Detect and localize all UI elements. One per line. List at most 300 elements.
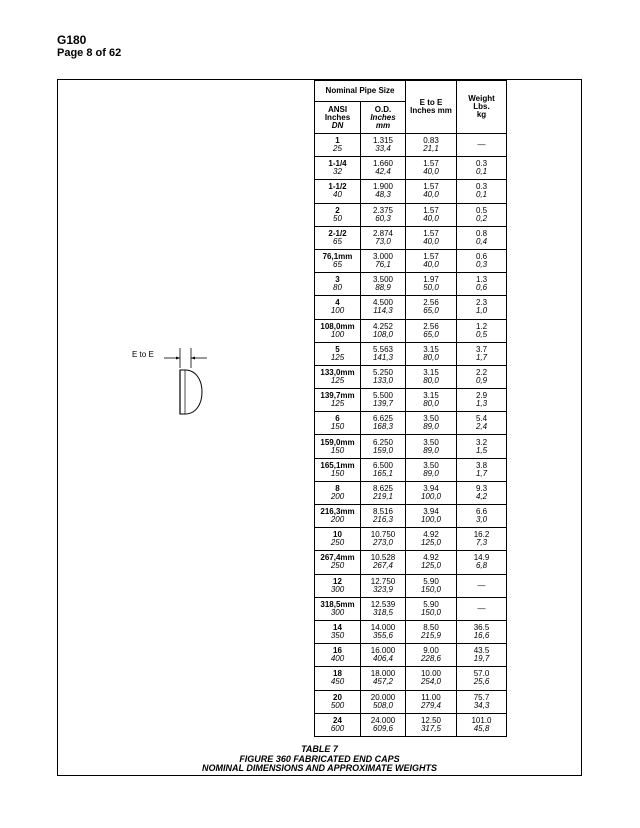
cell-value-primary: 36.5 (473, 623, 490, 633)
cell-value-metric: 350 (330, 631, 345, 641)
cell-value-primary: 139,7mm (320, 391, 355, 401)
cell-value-metric: 406,4 (372, 654, 394, 664)
cell-ete (406, 180, 457, 203)
cell-value-metric: 133,0 (372, 375, 394, 385)
cell-value-metric: 3,0 (475, 515, 488, 525)
cell-value-primary: 3.000 (372, 252, 394, 262)
cell-value-metric: 65,0 (423, 329, 439, 339)
cell-wt (457, 273, 507, 296)
cell-ete (406, 365, 457, 388)
cell-value-metric: 600 (330, 723, 345, 733)
end-cap-drawing (132, 346, 222, 426)
cell-value-primary: 2.874 (372, 228, 394, 238)
cell-value-primary: 1.57 (423, 182, 439, 192)
cell-value-primary: 1.660 (372, 159, 394, 169)
document-id: G180 (57, 33, 87, 47)
cell-od (361, 249, 406, 272)
cell-value-metric: 150 (330, 445, 345, 455)
cell-ete (406, 249, 457, 272)
cell-value-primary: — (477, 603, 486, 613)
cell-ete (406, 597, 457, 620)
cell-wt (457, 203, 507, 226)
cell-value-primary: 1.97 (423, 275, 439, 285)
cell-size (315, 273, 361, 296)
cell-value-metric: 0,1 (475, 167, 488, 177)
cell-value-metric: 80,0 (423, 352, 439, 362)
cell-od (361, 296, 406, 319)
cell-value-primary: 3.15 (423, 367, 439, 377)
cell-value-metric: 25 (333, 144, 342, 154)
cell-value-primary: 3.2 (475, 437, 488, 447)
cell-value-metric: 457,2 (372, 677, 394, 687)
cell-value-metric: 1,7 (475, 352, 488, 362)
cell-value-primary: 6.250 (372, 437, 394, 447)
cell-od (361, 203, 406, 226)
cell-value-metric: 400 (330, 654, 345, 664)
document-header (57, 34, 121, 60)
cell-size (315, 528, 361, 551)
table-row (315, 644, 507, 667)
cell-size (315, 226, 361, 249)
cell-wt (457, 597, 507, 620)
cell-value-primary: 5.90 (423, 576, 439, 586)
cell-value-primary: 0.5 (475, 205, 488, 215)
cell-wt (457, 620, 507, 643)
cell-value-primary: 3.500 (372, 275, 394, 285)
cell-value-primary: 2-1/2 (328, 228, 347, 238)
cell-od (361, 273, 406, 296)
cell-value-metric: 254,0 (420, 677, 442, 687)
cell-value-primary: 8.625 (372, 483, 394, 493)
table-row (315, 505, 507, 528)
cell-value-metric: 250 (330, 538, 345, 548)
table-row (315, 226, 507, 249)
cell-value-primary: 2.3 (475, 298, 488, 308)
cell-value-metric: 65,0 (423, 306, 439, 316)
cell-value-primary: 1.57 (423, 228, 439, 238)
cell-value-primary: 1.3 (475, 275, 488, 285)
cell-value-metric: 25,6 (473, 677, 490, 687)
cell-wt (457, 481, 507, 504)
cell-size (315, 342, 361, 365)
cell-value-metric: 7,3 (475, 538, 488, 548)
cell-value-primary: 8 (335, 483, 340, 493)
cell-value-primary: 133,0mm (320, 367, 355, 377)
cell-value-primary: 216,3mm (320, 507, 355, 517)
cell-ete (406, 620, 457, 643)
cell-value-primary: 1.57 (423, 252, 439, 262)
cell-size (315, 249, 361, 272)
cell-wt (457, 296, 507, 319)
cell-od (361, 690, 406, 713)
cell-ete (406, 505, 457, 528)
cell-value-primary: 12.539 (370, 599, 396, 609)
cell-value-metric: 168,3 (372, 422, 394, 432)
cell-value-primary: 5.90 (423, 599, 439, 609)
cell-value-primary: 1-1/4 (328, 159, 347, 169)
cell-value-primary: 0.3 (475, 159, 488, 169)
cell-od (361, 319, 406, 342)
cell-ete (406, 713, 457, 736)
cell-size (315, 505, 361, 528)
cell-od (361, 180, 406, 203)
cell-value-primary: 4.92 (423, 553, 439, 563)
cell-value-primary: — (477, 140, 486, 150)
cell-size (315, 667, 361, 690)
cell-ete (406, 458, 457, 481)
cell-value-primary: 1.57 (423, 159, 439, 169)
cell-size (315, 389, 361, 412)
cell-od (361, 574, 406, 597)
cell-wt (457, 528, 507, 551)
cell-value-primary: 4.500 (372, 298, 394, 308)
cell-value-metric: 4,2 (475, 491, 488, 501)
cell-od (361, 667, 406, 690)
cell-value-primary: 1.57 (423, 205, 439, 215)
cell-size (315, 551, 361, 574)
cell-size (315, 574, 361, 597)
cell-size (315, 620, 361, 643)
table-row (315, 713, 507, 736)
table-caption (57, 745, 582, 774)
cell-value-primary: 5.563 (372, 344, 394, 354)
cell-value-metric: 125,0 (420, 538, 442, 548)
cell-od (361, 505, 406, 528)
cell-value-primary: 20.000 (370, 692, 396, 702)
cell-value-metric: 609,6 (372, 723, 394, 733)
cell-od (361, 620, 406, 643)
cell-value-metric: 89,0 (423, 445, 439, 455)
cell-value-primary: 43.5 (473, 646, 490, 656)
cell-value-primary: 16.000 (370, 646, 396, 656)
cell-od (361, 597, 406, 620)
table-row (315, 620, 507, 643)
cell-value-primary: 18.000 (370, 669, 396, 679)
cell-value-metric: 0,6 (475, 283, 488, 293)
cell-wt (457, 365, 507, 388)
table-row (315, 597, 507, 620)
cell-od (361, 226, 406, 249)
cell-value-metric: 19,7 (473, 654, 490, 664)
cell-value-primary: 0.83 (423, 136, 439, 146)
cell-value-metric: 114,3 (373, 306, 393, 316)
caption-description: NOMINAL DIMENSIONS AND APPROXIMATE WEIGHTS (201, 763, 437, 773)
cell-wt (457, 435, 507, 458)
cell-ete (406, 389, 457, 412)
cell-value-primary: 12.750 (370, 576, 396, 586)
cell-wt (457, 389, 507, 412)
cell-value-metric: 108,0 (372, 329, 394, 339)
cell-value-primary: 3.15 (423, 391, 439, 401)
cell-value-metric: 159,0 (372, 445, 394, 455)
cell-wt (457, 551, 507, 574)
table-row (315, 365, 507, 388)
cell-value-primary: 2.375 (372, 205, 394, 215)
cell-value-primary: 10.00 (420, 669, 442, 679)
cell-od (361, 412, 406, 435)
cell-value-metric: 100,0 (420, 515, 442, 525)
cell-ete (406, 412, 457, 435)
cell-value-primary: 318,5mm (320, 599, 355, 609)
cell-value-metric: 80 (333, 283, 342, 293)
cell-value-primary: 3.94 (423, 483, 439, 493)
cell-value-primary: 5.250 (372, 367, 394, 377)
table-row (315, 296, 507, 319)
cell-ete (406, 528, 457, 551)
cell-value-metric: 165,1 (372, 468, 394, 478)
cell-value-metric: 300 (330, 607, 345, 617)
cell-size (315, 157, 361, 180)
page-number: Page 8 of 62 (57, 47, 122, 59)
cell-value-metric: 33,4 (375, 144, 391, 154)
cell-od (361, 458, 406, 481)
cell-value-primary: 6.6 (475, 507, 488, 517)
cell-od (361, 551, 406, 574)
cell-value-metric: 0,4 (475, 236, 488, 246)
table-row (315, 273, 507, 296)
cell-value-primary: 14.000 (370, 623, 396, 633)
cell-ete (406, 296, 457, 319)
table-row (315, 342, 507, 365)
cell-value-metric: 273,0 (372, 538, 394, 548)
caption-table-number: TABLE 7 (301, 744, 338, 754)
cell-value-primary: 2 (335, 205, 340, 215)
cell-value-primary: 3.8 (475, 460, 488, 470)
cell-value-primary: 1.900 (372, 182, 394, 192)
cell-value-metric: 76,1 (375, 260, 391, 270)
cell-value-metric: 88,9 (375, 283, 391, 293)
cell-wt (457, 458, 507, 481)
cell-ete (406, 319, 457, 342)
cell-value-metric: 0,3 (475, 260, 488, 270)
cell-size (315, 180, 361, 203)
cell-ete (406, 690, 457, 713)
cell-value-metric: 323,9 (372, 584, 394, 594)
cell-value-metric: 450 (330, 677, 345, 687)
cell-value-metric: 0,2 (475, 213, 488, 223)
cell-wt (457, 644, 507, 667)
cell-value-metric: 100,0 (420, 491, 442, 501)
cell-value-primary: 57.0 (473, 669, 490, 679)
cell-value-metric: 80,0 (423, 375, 439, 385)
nominal-pipe-size-header: Nominal Pipe Size (315, 81, 406, 102)
cell-size (315, 597, 361, 620)
cell-value-metric: 40,0 (423, 260, 439, 270)
cell-wt (457, 574, 507, 597)
table-row (315, 203, 507, 226)
cell-value-primary: 14.9 (473, 553, 490, 563)
cell-wt (457, 134, 507, 157)
cell-value-metric: 40,0 (423, 236, 439, 246)
cell-value-primary: 18 (333, 669, 342, 679)
cell-value-primary: 4.252 (372, 321, 394, 331)
cell-value-primary: 1.2 (475, 321, 488, 331)
cell-value-primary: 8.516 (372, 507, 394, 517)
cell-wt (457, 342, 507, 365)
cell-value-metric: 125 (330, 352, 345, 362)
cell-value-primary: 1-1/2 (328, 182, 347, 192)
cell-value-primary: 3.50 (423, 414, 439, 424)
cell-value-metric: 150,0 (420, 584, 442, 594)
cell-value-metric: 139,7 (372, 399, 394, 409)
cell-value-primary: 4.92 (423, 530, 439, 540)
cell-wt (457, 157, 507, 180)
table-row (315, 551, 507, 574)
cell-value-primary: 10 (333, 530, 342, 540)
cell-value-metric: 89,0 (423, 422, 439, 432)
cell-size (315, 713, 361, 736)
cell-wt (457, 226, 507, 249)
cell-value-primary: 4 (335, 298, 340, 308)
cell-wt (457, 713, 507, 736)
table-row (315, 458, 507, 481)
cell-value-metric: 125,0 (420, 561, 442, 571)
cell-size (315, 412, 361, 435)
table-row (315, 412, 507, 435)
cell-value-primary: 2.56 (423, 298, 439, 308)
cell-wt (457, 412, 507, 435)
cell-value-primary: 14 (333, 623, 342, 633)
cell-size (315, 458, 361, 481)
cell-value-metric: 219,1 (372, 491, 394, 501)
cell-ete (406, 134, 457, 157)
cell-value-metric: 0,5 (475, 329, 488, 339)
cell-value-primary: 12.50 (420, 715, 442, 725)
cell-value-primary: 5.4 (475, 414, 488, 424)
cell-value-metric: 318,5 (372, 607, 394, 617)
table-row (315, 249, 507, 272)
cell-size (315, 365, 361, 388)
cell-value-primary: 101.0 (471, 715, 492, 725)
cell-value-metric: 40 (333, 190, 342, 200)
cell-value-metric: 21,1 (423, 144, 439, 154)
cell-value-metric: 89,0 (423, 468, 439, 478)
cell-value-primary: 267,4mm (320, 553, 355, 563)
table-row (315, 435, 507, 458)
cell-value-metric: 34,3 (473, 700, 490, 710)
cell-value-primary: 16.2 (473, 530, 490, 540)
cell-wt (457, 249, 507, 272)
cell-value-metric: 40,0 (423, 190, 439, 200)
table-row (315, 157, 507, 180)
cell-od (361, 134, 406, 157)
cell-value-metric: 73,0 (375, 236, 391, 246)
cell-value-metric: 1,7 (475, 468, 488, 478)
cell-wt (457, 319, 507, 342)
cell-value-primary: — (477, 580, 486, 590)
cell-value-metric: 150 (330, 468, 345, 478)
cell-value-primary: 75.7 (473, 692, 490, 702)
cell-value-metric: 150 (330, 422, 345, 432)
cell-value-metric: 65 (333, 260, 342, 270)
cell-value-metric: 50 (333, 213, 342, 223)
cell-value-primary: 3 (335, 275, 340, 285)
cell-value-primary: 0.8 (475, 228, 488, 238)
cell-value-metric: 215,9 (420, 631, 442, 641)
cell-value-primary: 24.000 (370, 715, 396, 725)
cell-value-metric: 65 (333, 236, 342, 246)
cell-od (361, 342, 406, 365)
cell-od (361, 644, 406, 667)
cell-value-metric: 317,5 (420, 723, 442, 733)
cell-value-metric: 45,8 (473, 723, 490, 733)
cell-ete (406, 435, 457, 458)
caption-figure-title: FIGURE 360 FABRICATED END CAPS (239, 753, 400, 764)
cell-ete (406, 342, 457, 365)
cell-value-primary: 2.56 (423, 321, 439, 331)
ansi-header: ANSI Inches DN (315, 102, 361, 134)
cell-value-primary: 0.6 (475, 252, 488, 262)
table-row (315, 389, 507, 412)
cell-value-primary: 6.625 (372, 414, 394, 424)
weight-header: Weight Lbs. kg (457, 81, 507, 134)
cell-value-primary: 3.7 (475, 344, 488, 354)
cell-wt (457, 690, 507, 713)
cell-value-metric: 267,4 (372, 561, 394, 571)
cell-value-metric: 125 (330, 399, 345, 409)
cell-value-primary: 5 (335, 344, 340, 354)
cell-value-metric: 0,1 (475, 190, 488, 200)
cell-value-metric: 1,5 (475, 445, 488, 455)
cell-value-metric: 40,0 (423, 167, 439, 177)
cell-value-primary: 6.500 (372, 460, 394, 470)
cell-value-primary: 3.15 (423, 344, 439, 354)
cell-size (315, 481, 361, 504)
cell-value-primary: 165,1mm (320, 460, 355, 470)
e-to-e-label: E to E (132, 350, 154, 359)
cell-value-metric: 42,4 (375, 167, 391, 177)
cell-ete (406, 644, 457, 667)
cell-value-primary: 2.9 (475, 391, 488, 401)
cell-value-primary: 20 (333, 692, 342, 702)
cell-od (361, 481, 406, 504)
cell-value-primary: 10.750 (370, 530, 396, 540)
cell-value-primary: 3.94 (423, 507, 439, 517)
cell-value-primary: 108,0mm (320, 321, 355, 331)
cell-value-primary: 16 (333, 646, 342, 656)
table-row (315, 134, 507, 157)
cell-value-primary: 159,0mm (320, 437, 355, 447)
cell-size (315, 203, 361, 226)
cell-value-metric: 80,0 (423, 399, 439, 409)
table-row (315, 574, 507, 597)
cell-value-primary: 3.50 (423, 460, 439, 470)
cell-od (361, 435, 406, 458)
cell-size (315, 644, 361, 667)
table-row (315, 528, 507, 551)
cell-value-metric: 2,4 (475, 422, 488, 432)
cell-value-primary: 5.500 (372, 391, 394, 401)
cell-value-metric: 40,0 (423, 213, 439, 223)
table-row (315, 690, 507, 713)
cell-value-primary: 76,1mm (322, 252, 353, 262)
table-row (315, 319, 507, 342)
cell-value-primary: 6 (335, 414, 340, 424)
cell-value-primary: 9.00 (423, 646, 439, 656)
cell-value-primary: 0.3 (475, 182, 488, 192)
cell-ete (406, 226, 457, 249)
cell-value-primary: 3.50 (423, 437, 439, 447)
cell-value-metric: 6,8 (475, 561, 488, 571)
cell-ete (406, 157, 457, 180)
cell-value-primary: 12 (333, 576, 342, 586)
cell-wt (457, 180, 507, 203)
cell-value-metric: 150,0 (420, 607, 442, 617)
cell-value-primary: 9.3 (475, 483, 488, 493)
table-row (315, 180, 507, 203)
cell-od (361, 389, 406, 412)
cell-value-primary: 24 (333, 715, 342, 725)
